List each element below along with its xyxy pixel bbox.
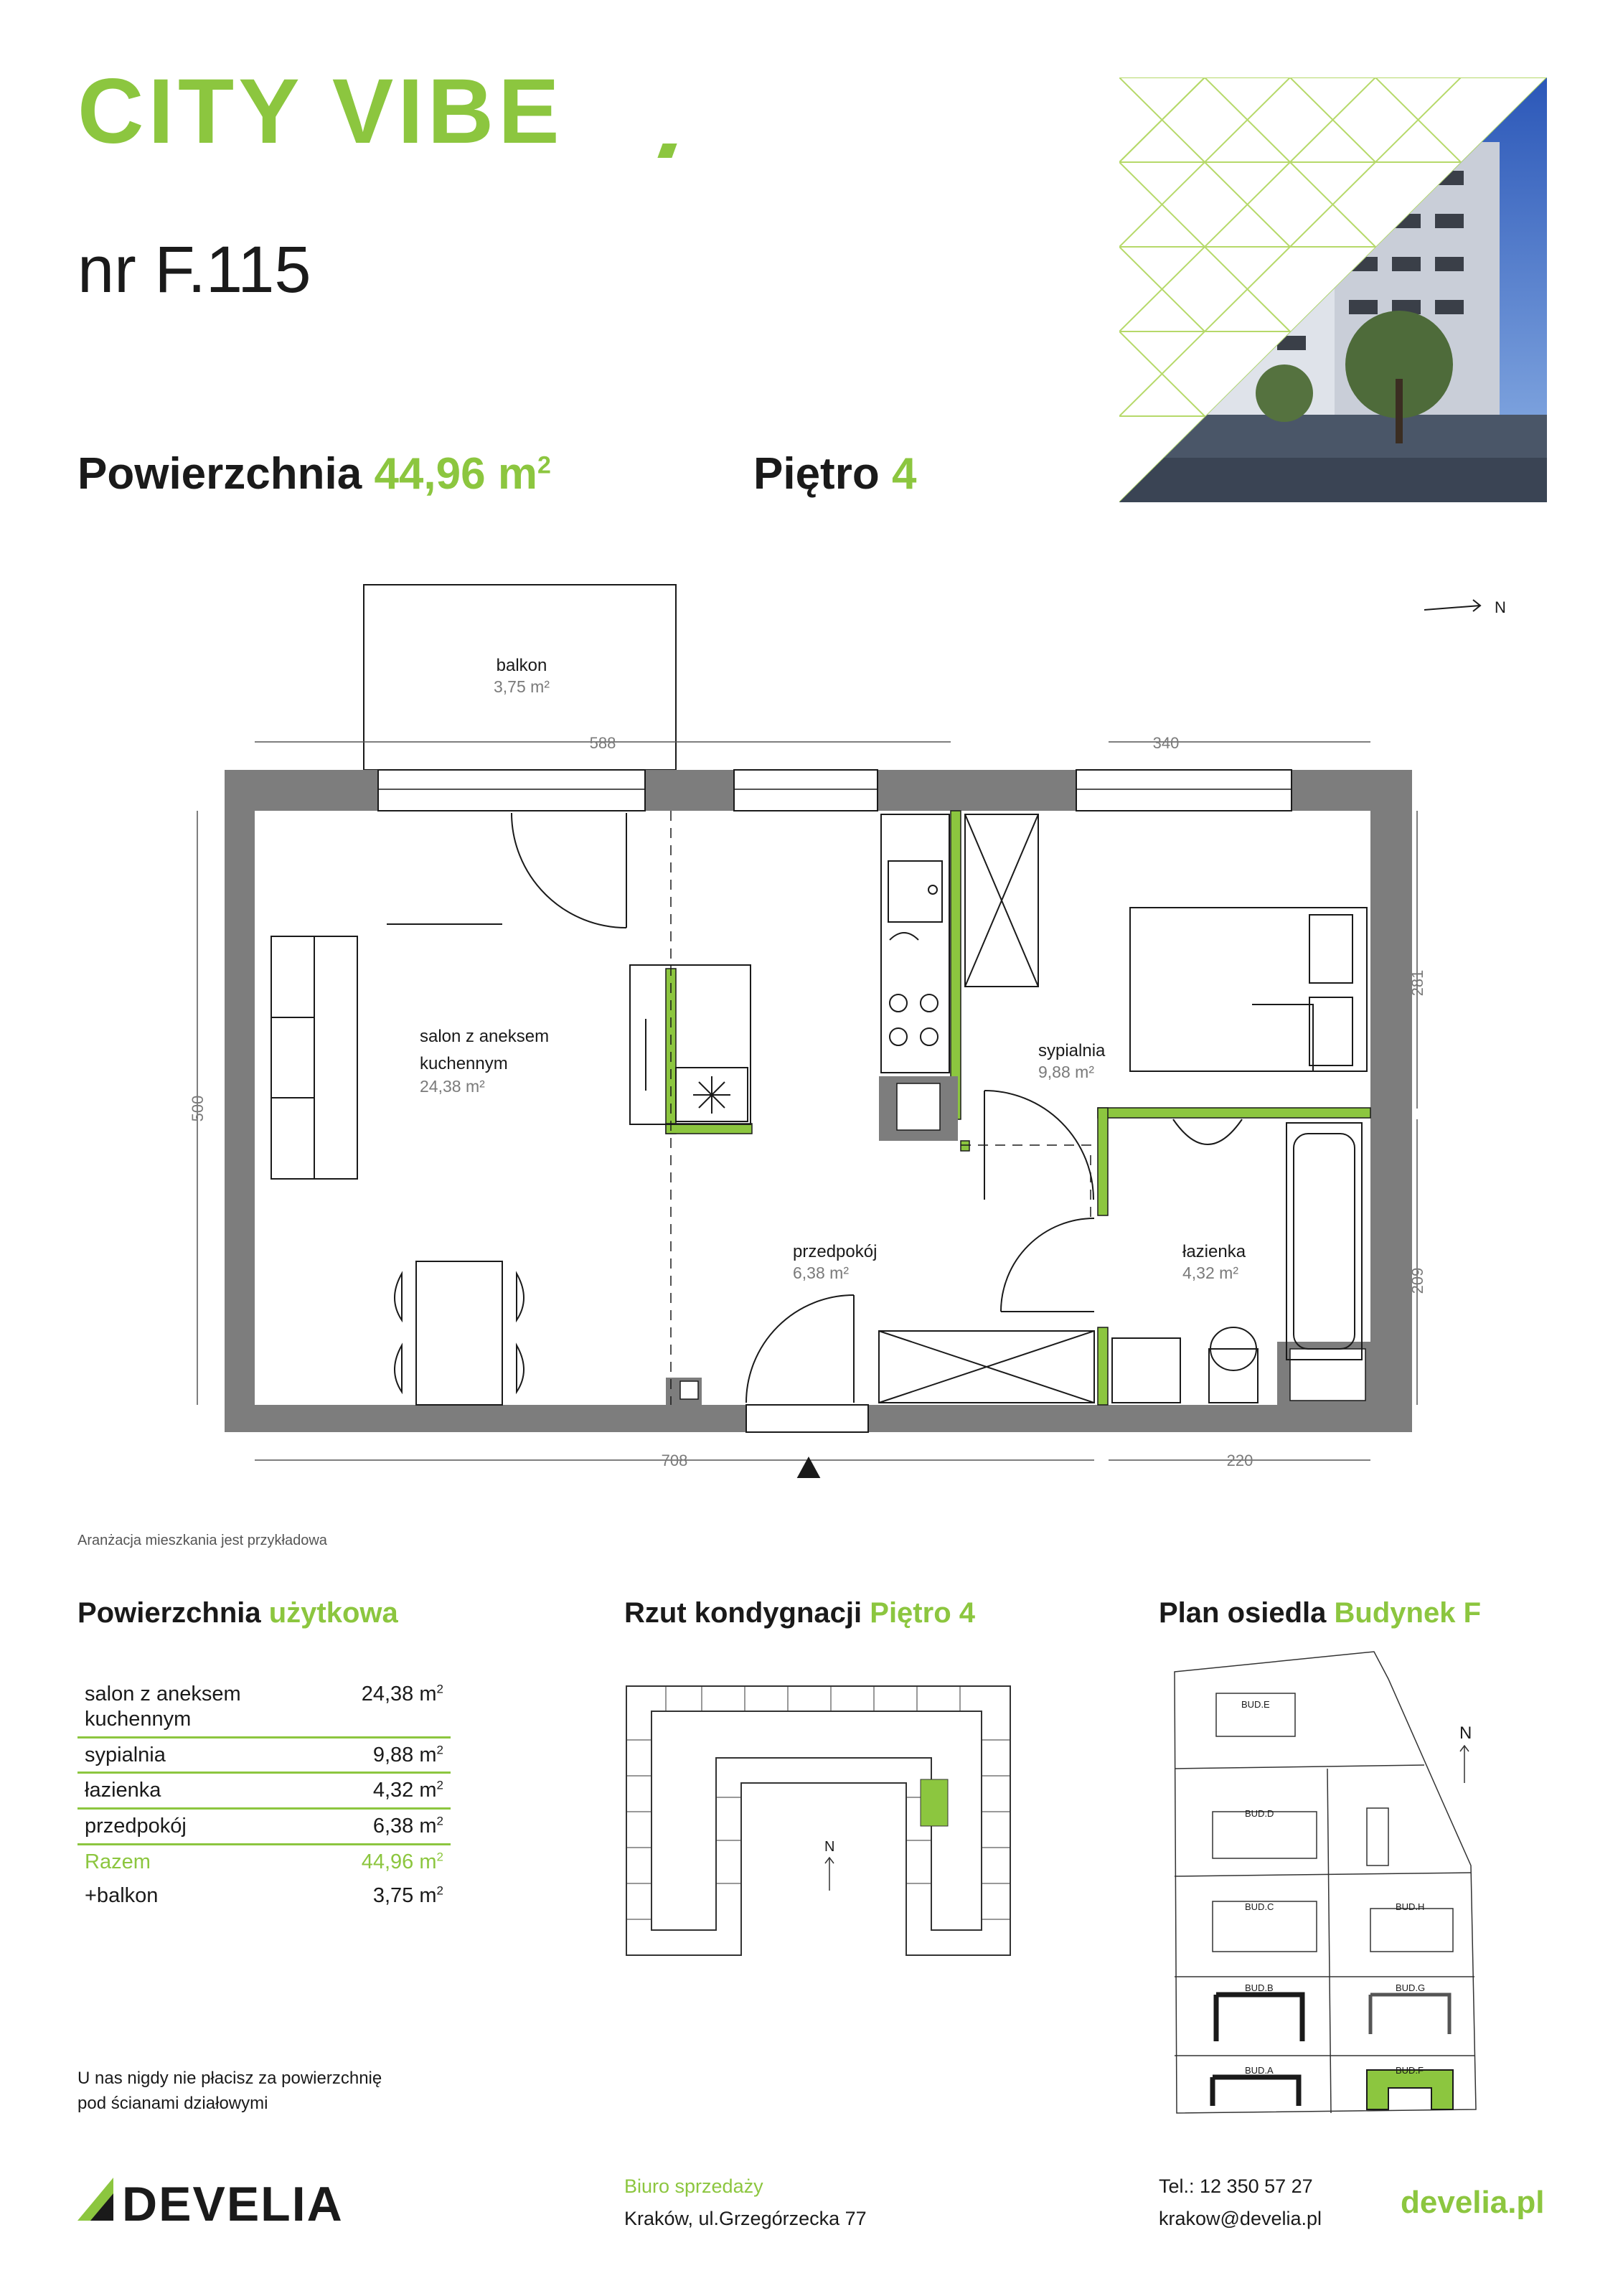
- bedroom-window: [1076, 770, 1292, 811]
- kitchen-island: [630, 965, 751, 1124]
- room-salon-label-2: kuchennym: [420, 1054, 508, 1073]
- room-balkon-label: balkon: [496, 656, 547, 675]
- sales-office: [624, 2170, 867, 2234]
- highlighted-apartment: [921, 1779, 948, 1826]
- fridge-icon: [693, 1076, 730, 1114]
- apartment-number: nr F.115: [77, 233, 311, 306]
- room-sypialnia-area: 9,88 m²: [1038, 1063, 1094, 1081]
- row-room: łazienka: [85, 1779, 161, 1802]
- row-value: 24,38 $m^2$: [361, 1682, 443, 1705]
- row-room: sypialnia: [85, 1743, 166, 1766]
- area-heading: [77, 449, 551, 499]
- room-balkon-area: 3,75 m²: [494, 677, 550, 696]
- room-salon-label-1: salon z aneksem: [420, 1027, 550, 1046]
- contact-info: [1159, 2170, 1322, 2234]
- building-label: BUD.C: [1245, 1901, 1274, 1912]
- room-lazienka-area: 4,32 m²: [1182, 1264, 1238, 1282]
- sofa: [271, 936, 357, 1179]
- dim-bottom-left: 708: [661, 1452, 688, 1469]
- table-row: [77, 1810, 451, 1845]
- dining-table: [395, 1261, 524, 1405]
- contact-email[interactable]: krakow@develia.pl: [1159, 2207, 1322, 2229]
- building-label: BUD.A: [1245, 2065, 1274, 2076]
- wardrobe-hall: [879, 1331, 1094, 1403]
- dim-right-bottom: 209: [1408, 1267, 1426, 1294]
- contact-phone[interactable]: Tel.: 12 350 57 27: [1159, 2175, 1313, 2197]
- row-value: 9,88 $m^2$: [372, 1742, 443, 1766]
- balcony-value: 3,75 $m^2$: [372, 1883, 443, 1907]
- north-label: N: [1459, 1723, 1472, 1743]
- brand-title: CITY VIBE: [77, 60, 564, 163]
- logo-text: DEVELIA: [122, 2177, 344, 2228]
- table-row: [77, 1739, 451, 1774]
- building-label: BUD.E: [1241, 1699, 1270, 1710]
- dimension-lines: [197, 742, 1417, 1460]
- room-lazienka-label: łazienka: [1182, 1242, 1246, 1261]
- area-table: [77, 1678, 451, 1913]
- building-label: BUD.F: [1396, 2065, 1424, 2076]
- dim-left: 500: [189, 1095, 207, 1122]
- floor-heading: [753, 449, 917, 499]
- area-value: 44,96 $m^2$: [374, 449, 551, 499]
- floor-value: 4: [891, 449, 917, 499]
- estate-plan-map: [1173, 1650, 1496, 2117]
- floor-label: Piętro: [753, 449, 880, 499]
- dim-top-right: 340: [1152, 734, 1180, 752]
- sales-office-label: Biuro sprzedaży: [624, 2175, 763, 2197]
- building-label: BUD.D: [1245, 1808, 1274, 1819]
- wardrobe-bedroom: [965, 814, 1038, 987]
- bottom-note: U nas nigdy nie płacisz za powierzchnię pod ścianami działowymi: [77, 2069, 382, 2113]
- brand-mark: [657, 144, 677, 158]
- balcony-door-window: [378, 770, 645, 811]
- row-value: 6,38 $m^2$: [372, 1814, 443, 1838]
- floor-plan-title: Rzut kondygnacji Piętro 4: [624, 1597, 975, 1629]
- apartment-floorplan: [179, 574, 1442, 1478]
- table-row-balcony: [77, 1879, 451, 1913]
- table-row: [77, 1678, 451, 1739]
- doors: [387, 813, 1094, 1403]
- bathroom-partition-left-a: [1098, 1108, 1108, 1215]
- room-salon-area: 24,38 m²: [420, 1077, 485, 1096]
- kitchen-window: [734, 770, 878, 811]
- bed: [1130, 908, 1367, 1071]
- website-link[interactable]: develia.pl: [1401, 2185, 1545, 2220]
- highlighted-building-f: [1367, 2070, 1453, 2109]
- area-label: Powierzchnia: [77, 449, 362, 499]
- row-room: przedpokój: [85, 1815, 187, 1838]
- arrangement-note: Aranżacja mieszkania jest przykładowa: [77, 1533, 327, 1548]
- develia-logo: [77, 2170, 436, 2228]
- dim-top-left: 588: [589, 734, 616, 752]
- row-room: salon z aneksem kuchennym: [85, 1683, 241, 1731]
- total-value: 44,96 $m^2$: [361, 1850, 443, 1873]
- bathroom-partition-left-b: [1098, 1327, 1108, 1405]
- north-label: N: [824, 1839, 835, 1855]
- bathroom-partition-top: [1098, 1108, 1370, 1118]
- floor-plan-thumbnail: [623, 1683, 1021, 1966]
- table-row: [77, 1774, 451, 1810]
- room-sypialnia-label: sypialnia: [1038, 1041, 1106, 1060]
- entrance-opening: [746, 1405, 868, 1432]
- building-label: BUD.H: [1396, 1901, 1425, 1912]
- building-render-image: [1119, 77, 1547, 502]
- north-label: N: [1495, 598, 1506, 616]
- usable-area-title: Powierzchnia użytkowa: [77, 1597, 398, 1629]
- table-row-total: [77, 1845, 451, 1879]
- balcony-label: +balkon: [85, 1883, 159, 1907]
- exterior-walls: [225, 770, 1412, 1432]
- room-przedpokoj-area: 6,38 m²: [793, 1264, 849, 1282]
- building-label: BUD.B: [1245, 1982, 1274, 1993]
- estate-plan-title: Plan osiedla Budynek F: [1159, 1597, 1482, 1629]
- row-value: 4,32 $m^2$: [372, 1778, 443, 1802]
- dim-bottom-right: 220: [1226, 1452, 1253, 1469]
- building-label: BUD.G: [1396, 1982, 1426, 1993]
- sales-office-address: Kraków, ul.Grzegórzecka 77: [624, 2207, 867, 2229]
- kitchen-counter: [881, 814, 949, 1073]
- dim-right-top: 281: [1408, 969, 1426, 997]
- room-przedpokoj-label: przedpokój: [793, 1242, 878, 1261]
- total-label: Razem: [85, 1850, 151, 1873]
- kitchen-bedroom-partition: [951, 811, 961, 1119]
